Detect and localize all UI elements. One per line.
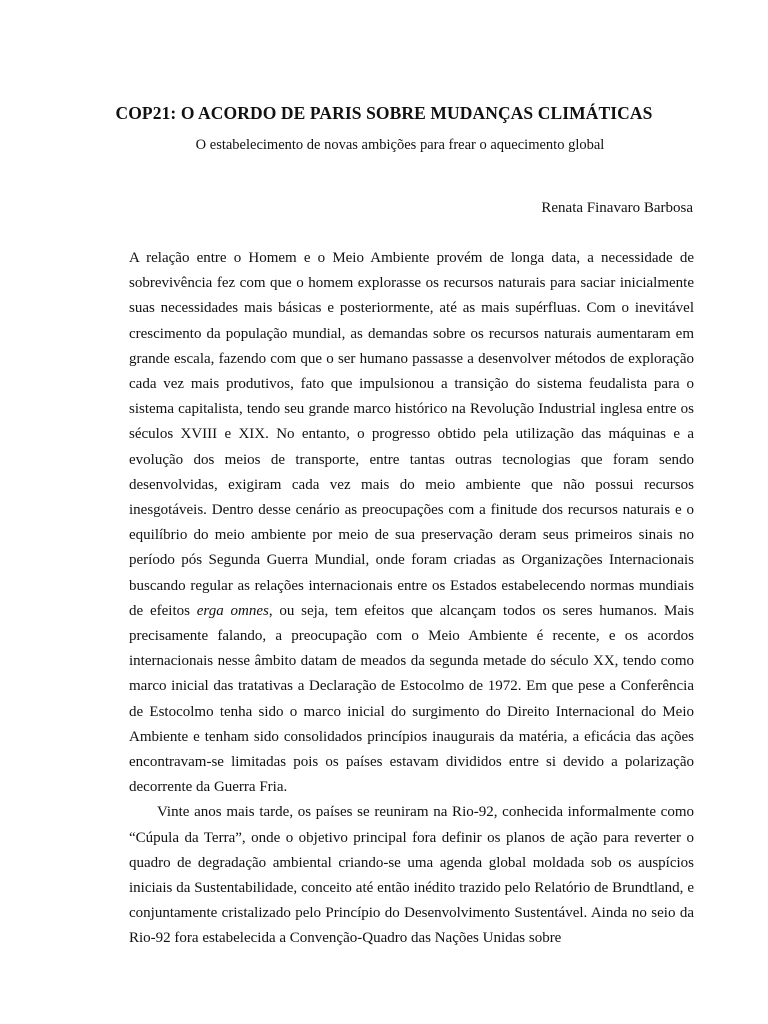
body-text bbox=[129, 246, 694, 952]
paragraph-2: Vinte anos mais tarde, os países se reuniram na Rio-92, conhecida informalmente como “Cúpula da Terra”, onde o objetivo principal fora definir os planos de ação para reverter o quadro de degradação ambiental criando-se uma agenda global moldada sob os auspícios iniciais da Sustentabilidade, conceito até então inédito trazido pelo Relatório de Brundtland, e conjuntamente cristalizado pelo Princípio do Desenvolvimento Sustentável. Ainda no seio da Rio-92 fora estabelecida a Convenção-Quadro das Nações Unidas sobre bbox=[129, 804, 694, 947]
paragraph-1-italic-term: erga omnes bbox=[196, 602, 269, 619]
document-title: COP21: O ACORDO DE PARIS SOBRE MUDANÇAS CLIMÁTICAS bbox=[115, 103, 653, 123]
paragraph-1-part-1: A relação entre o Homem e o Meio Ambiente provém de longa data, a necessidade de sobrevivência fez com que o homem explorasse os recursos naturais para saciar inicialmente suas necessidades mais básicas e posteriormente, até as mais supérfluas. Com o inevitável crescimento da população mundial, as demandas sobre os recursos naturais aumentaram em grande escala, fazendo com que o ser humano passasse a desenvolver métodos de exploração cada vez mais produtivos, fato que impulsionou a transição do sistema feudalista para o sistema capitalista, tendo seu grande marco histórico na Revolução Industrial inglesa entre os séculos XVIII e XIX. No entanto, o progresso obtido pela utilização das máquinas e a evolução dos meios de transporte, entre tantas outras tecnologias que foram sendo desenvolvidas, exigiram cada vez mais do meio ambiente que não possui recursos inesgotáveis. Dentro desse cenário as preocupações com a finitude dos recursos naturais e o equilíbrio do meio ambiente por meio de sua preservação deram seus primeiros sinais no período pós Segunda Guerra Mundial, onde foram criadas as Organizações Internacionais buscando regular as relações internacionais entre os Estados estabelecendo normas mundiais de efeitos bbox=[129, 250, 694, 619]
paragraph-1 bbox=[129, 246, 694, 800]
author-name: Renata Finavaro Barbosa bbox=[541, 200, 693, 216]
paragraph-1-part-2: , ou seja, tem efeitos que alcançam todos os seres humanos. Mais precisamente falando, a preocupação com o Meio Ambiente é recente, e os acordos internacionais nesse âmbito datam de meados da segunda metade do século XX, tendo como marco inicial das tratativas a Declaração de Estocolmo de 1972. Em que pese a Conferência de Estocolmo tenha sido o marco inicial do surgimento do Direito Internacional do Meio Ambiente e tenham sido consolidados princípios inaugurais da matéria, a eficácia das ações encontravam-se limitadas pois os países estavam divididos entre si devido a polarização decorrente da Guerra Fria. bbox=[129, 602, 694, 796]
document-subtitle: O estabelecimento de novas ambições para frear o aquecimento global bbox=[195, 137, 605, 153]
